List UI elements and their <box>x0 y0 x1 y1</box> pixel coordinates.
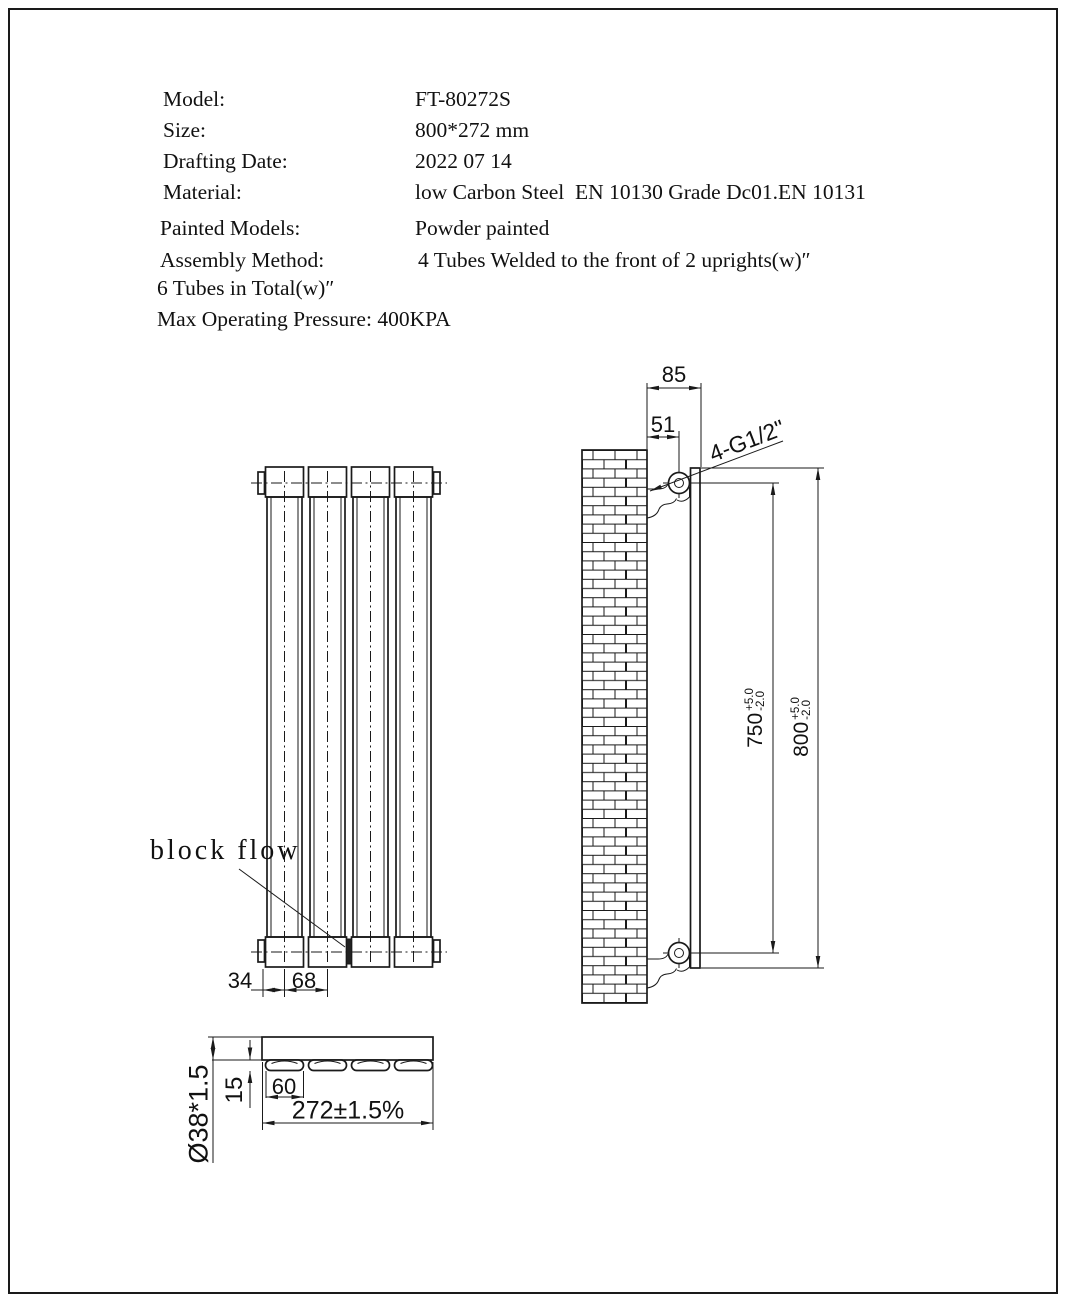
tube-2 <box>309 467 347 967</box>
max-pressure-note: Max Operating Pressure: 400KPA <box>157 307 451 331</box>
dim-800-value: 800 <box>790 721 813 757</box>
date-value: 2022 07 14 <box>415 149 512 173</box>
tube-3 <box>352 467 390 967</box>
dim-34-text: 34 <box>227 968 253 993</box>
dim-51-text: 51 <box>650 412 676 437</box>
side-view <box>582 383 824 1003</box>
dim-750-tol-plus: +5.0 <box>743 688 756 711</box>
material-label: Material: <box>163 180 242 204</box>
painted-value: Powder painted <box>415 216 550 240</box>
material-value: low Carbon Steel EN 10130 Grade Dc01.EN 10131 <box>415 180 866 204</box>
dim-272-text: 272±1.5% <box>291 1096 405 1125</box>
dim-750-text <box>742 688 768 748</box>
dim-60-text: 60 <box>271 1074 297 1099</box>
dim-800-tol-plus: +5.0 <box>789 697 802 720</box>
size-label: Size: <box>163 118 206 142</box>
tube-1 <box>266 467 304 967</box>
dim-15-text: 15 <box>221 1076 248 1104</box>
tube-4 <box>395 467 433 967</box>
block-flow-label: block flow <box>150 835 301 866</box>
block-flow-leader <box>239 869 345 947</box>
assembly-value: 4 Tubes Welded to the front of 2 uprights(w)″ <box>418 248 811 272</box>
upright-section <box>262 1037 433 1060</box>
size-value: 800*272 mm <box>415 118 530 142</box>
date-label: Drafting Date: <box>163 149 288 173</box>
dim-750-value: 750 <box>744 712 767 748</box>
header-plug-bottom-right <box>434 940 441 962</box>
radiator-profile <box>691 468 701 968</box>
painted-label: Painted Models: <box>160 216 301 240</box>
model-label: Model: <box>163 87 226 111</box>
assembly-label: Assembly Method: <box>160 248 325 272</box>
dim-800-text <box>788 697 814 757</box>
model-value: FT-80272S <box>415 87 511 111</box>
dim-68-text: 68 <box>291 968 317 993</box>
dim-800-tol-minus: -2.0 <box>801 700 814 720</box>
tube-sections <box>266 1060 433 1071</box>
front-view <box>239 467 447 997</box>
dim-upright-text: Ø38*1.5 <box>183 1064 214 1164</box>
block-flow-marker <box>347 939 352 964</box>
dim-85-text: 85 <box>661 362 687 387</box>
header-plug-bottom-left <box>258 940 265 962</box>
wall <box>582 450 647 1003</box>
dim-connection-text: 4-G1/2" <box>705 414 789 467</box>
tubes-total-note: 6 Tubes in Total(w)″ <box>157 276 335 300</box>
dim-750-tol-minus: -2.0 <box>755 691 768 711</box>
